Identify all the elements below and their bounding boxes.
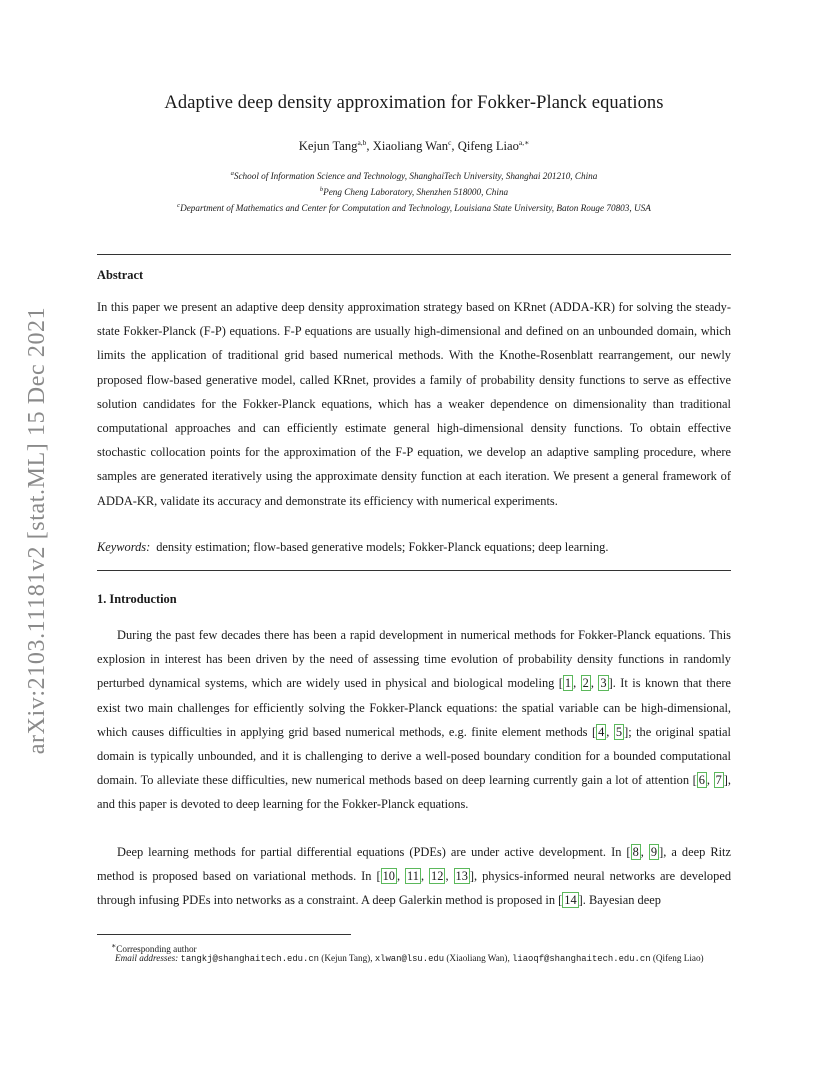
email-label: Email addresses:: [115, 953, 179, 963]
citation-link[interactable]: 8: [632, 845, 639, 859]
author-affil-mark: a,b: [357, 138, 367, 147]
author-list: Kejun Tang$^{a,b}$, Xiaoliang Wan$^c$, Qifeng Liao$^{a,∗}$: [298, 138, 530, 154]
citation-link[interactable]: 4: [598, 724, 605, 739]
citation-link[interactable]: 9: [650, 845, 658, 859]
citation-link[interactable]: 10: [382, 869, 395, 884]
abstract-bottom-rule: [97, 570, 731, 571]
author-affil-mark: a,∗: [518, 138, 530, 147]
email-link[interactable]: tangkj@shanghaitech.edu.cn: [180, 954, 319, 964]
citation-link[interactable]: 12: [431, 869, 444, 884]
intro-paragraph-2: Deep learning methods for partial differential equations (PDEs) are under active development. In [ 8 , 9 ], a deep Ritz method is proposed based on variational methods. In [ 10 , 11 , 12 , 13 ], physics-informed neural networks are developed through infusing PDEs into networks as a constraint. A deep Galerkin method is proposed in [ 14 ]. Bayesian deep: [97, 845, 732, 908]
intro-paragraph-1: During the past few decades there has been a rapid development in numerical methods for Fokker-Planck equations. This explosion in interest has been driven by the need of assessing time evolution of probability density functions in randomly perturbed dynamical systems, which are widely used in physical and biological modeling [ 1 , 2 , 3 ]. It is known that there exist two main challenges for efficiently solving the Fokker-Planck equations: the spatial variable can be high-dimensional, which causes difficulties in applying grid based numerical methods, e.g. finite element methods [ 4 , 5 ]; the original spatial domain is typically unbounded, and it is challenging to derive a well-posed boundary condition for a bounded computational domain. To alleviate these difficulties, new numerical methods based on deep learning currently gain a lot of attention [ 6 , 7 ], and this paper is devoted to deep learning for the Fokker-Planck equations.: [97, 628, 732, 812]
citation-link[interactable]: 14: [564, 893, 577, 908]
footnote-rule: [97, 934, 351, 935]
arxiv-id-text[interactable]: arXiv:2103.11181v2 [stat.ML] 15 Dec 2021: [24, 306, 51, 754]
citation-link[interactable]: 2: [582, 676, 589, 691]
affiliation: $^b$Peng Cheng Laboratory, Shenzhen 518000, China: [319, 186, 509, 198]
citation-link[interactable]: 6: [698, 773, 705, 788]
citation-link[interactable]: 13: [455, 869, 468, 884]
affiliation-list: [0, 167, 828, 215]
keywords-text: density estimation; flow-based generative models; Fokker-Planck equations; deep learning.: [156, 540, 609, 554]
keywords-label: Keywords:: [97, 540, 151, 554]
email-link[interactable]: liaoqf@shanghaitech.edu.cn: [512, 954, 651, 964]
author-name: Kejun Tang: [298, 139, 358, 154]
abstract-top-rule: [97, 254, 731, 255]
abstract-text: In this paper we present an adaptive deep density approximation strategy based on KRnet (ADDA-KR) for solving the steady-state Fokker-Planck (F-P) equations. F-P equations are usually high-dimensional and defined on an unbounded domain, which limits the application of traditional grid based numerical methods. With the Knothe-Rosenblatt rearrangement, our newly proposed flow-based generative model, called KRnet, provides a family of probability density functions to serve as effective solution candidates for the Fokker-Planck equations, which has a weaker dependence on dimensionality than traditional computational approaches and can efficiently estimate general high-dimensional density functions. To obtain effective stochastic collocation points for the approximation of the F-P equation, we develop an adaptive sampling procedure, where samples are generated iteratively using the approximate density function at each iteration. We present a general framework of ADDA-KR, validate its accuracy and demonstrate its efficiency with numerical experiments.: [97, 300, 731, 508]
citation-link[interactable]: 7: [715, 773, 722, 788]
abstract-heading: Abstract: [97, 268, 144, 282]
arxiv-stamp: [20, 280, 56, 780]
author-affil-mark: c: [448, 138, 452, 147]
paper-title: Adaptive deep density approximation for Fokker-Planck equations: [164, 93, 664, 113]
footnote-emails: Email addresses: tangkj@shanghaitech.edu.cn (Kejun Tang), xlwan@lsu.edu (Xiaoliang Wan), liaoqf@shanghaitech.edu.cn (Qifeng Liao): [115, 953, 704, 964]
author-name: Qifeng Liao: [457, 139, 519, 154]
citation-link[interactable]: 11: [407, 869, 419, 884]
affiliation: $^a$School of Information Science and Technology, ShanghaiTech University, Shanghai 201210, China: [230, 170, 598, 182]
email-link[interactable]: xlwan@lsu.edu: [374, 954, 445, 964]
author-name: Xiaoliang Wan: [372, 139, 449, 154]
footnote-corresponding: ∗Corresponding author: [111, 941, 197, 955]
citation-link[interactable]: 1: [564, 676, 572, 691]
keywords: [97, 540, 731, 555]
affiliation: $^c$Department of Mathematics and Center for Computation and Technology, Louisiana State University, Baton Rouge 70803, USA: [177, 202, 651, 214]
citation-link[interactable]: 3: [600, 676, 607, 691]
citation-link[interactable]: 5: [615, 724, 623, 739]
section-heading: 1. Introduction: [97, 592, 177, 606]
